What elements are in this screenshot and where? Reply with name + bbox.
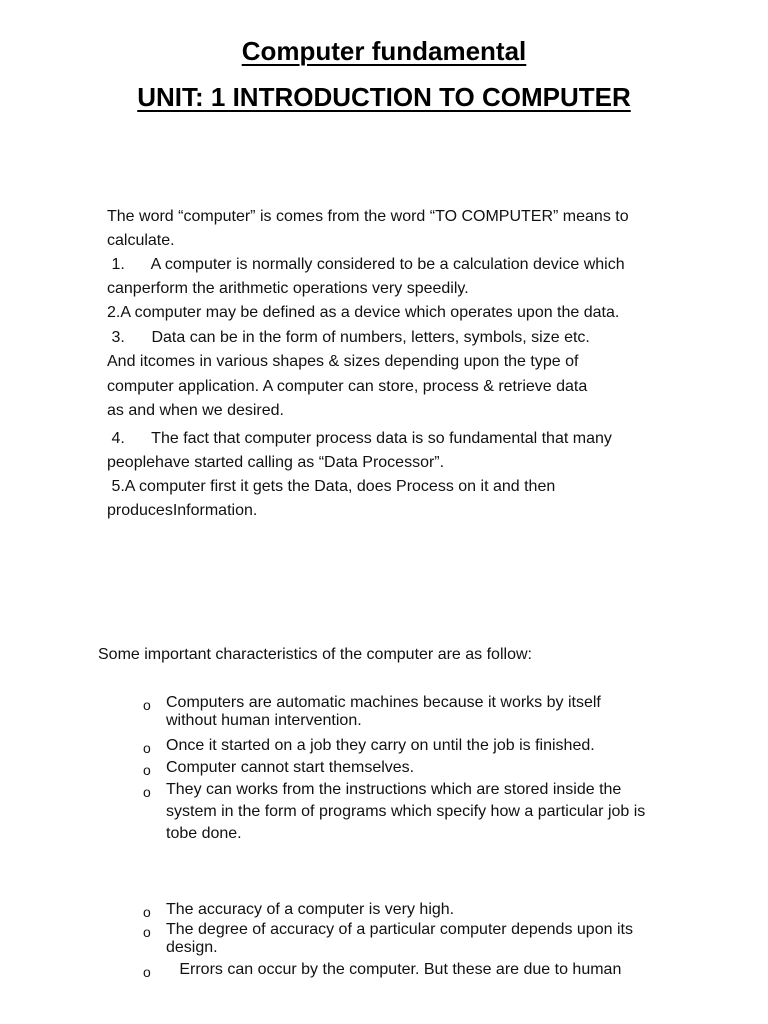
intro-line: producesInformation. — [107, 502, 258, 519]
bullet-marker: o — [143, 964, 151, 980]
intro-line: computer application. A computer can store, process & retrieve data — [107, 378, 588, 395]
list-item: Computers are automatic machines because it works by itself — [166, 694, 601, 711]
document-title: Computer fundamental — [241, 36, 527, 66]
bullet-marker: o — [143, 784, 151, 800]
intro-line: 5.A computer first it gets the Data, does Process on it and then — [107, 478, 556, 495]
bullet-marker: o — [143, 904, 151, 920]
list-item: Errors can occur by the computer. But these are due to human — [166, 961, 622, 978]
intro-line: as and when we desired. — [107, 402, 284, 419]
list-item: The accuracy of a computer is very high. — [166, 901, 455, 918]
intro-line: 1. A computer is normally considered to be a calculation device which — [107, 256, 625, 273]
intro-line: calculate. — [107, 232, 175, 249]
list-item: Once it started on a job they carry on until the job is finished. — [166, 737, 595, 754]
bullet-marker: o — [143, 762, 151, 778]
characteristics-heading: Some important characteristics of the computer are as follow: — [98, 646, 532, 663]
intro-line: canperform the arithmetic operations very speedily. — [107, 280, 469, 297]
list-item: They can works from the instructions which are stored inside the — [166, 781, 622, 798]
list-item: The degree of accuracy of a particular computer depends upon its — [166, 921, 633, 938]
list-item-continuation: system in the form of programs which specify how a particular job is — [166, 803, 646, 820]
list-item-continuation: without human intervention. — [166, 712, 362, 729]
intro-line: 4. The fact that computer process data is so fundamental that many — [107, 430, 612, 447]
bullet-marker: o — [143, 924, 151, 940]
bullet-marker: o — [143, 697, 151, 713]
intro-line: peoplehave started calling as “Data Processor”. — [107, 454, 445, 471]
intro-line: And itcomes in various shapes & sizes depending upon the type of — [107, 353, 579, 370]
list-item-continuation: tobe done. — [166, 825, 242, 842]
intro-line: The word “computer” is comes from the word “TO COMPUTER” means to — [107, 208, 629, 225]
unit-heading: UNIT: 1 INTRODUCTION TO COMPUTER — [137, 82, 631, 112]
bullet-marker: o — [143, 740, 151, 756]
intro-line: 2.A computer may be defined as a device which operates upon the data. — [107, 304, 620, 321]
intro-line: 3. Data can be in the form of numbers, letters, symbols, size etc. — [107, 329, 590, 346]
list-item: Computer cannot start themselves. — [166, 759, 415, 776]
list-item-continuation: design. — [166, 939, 218, 956]
